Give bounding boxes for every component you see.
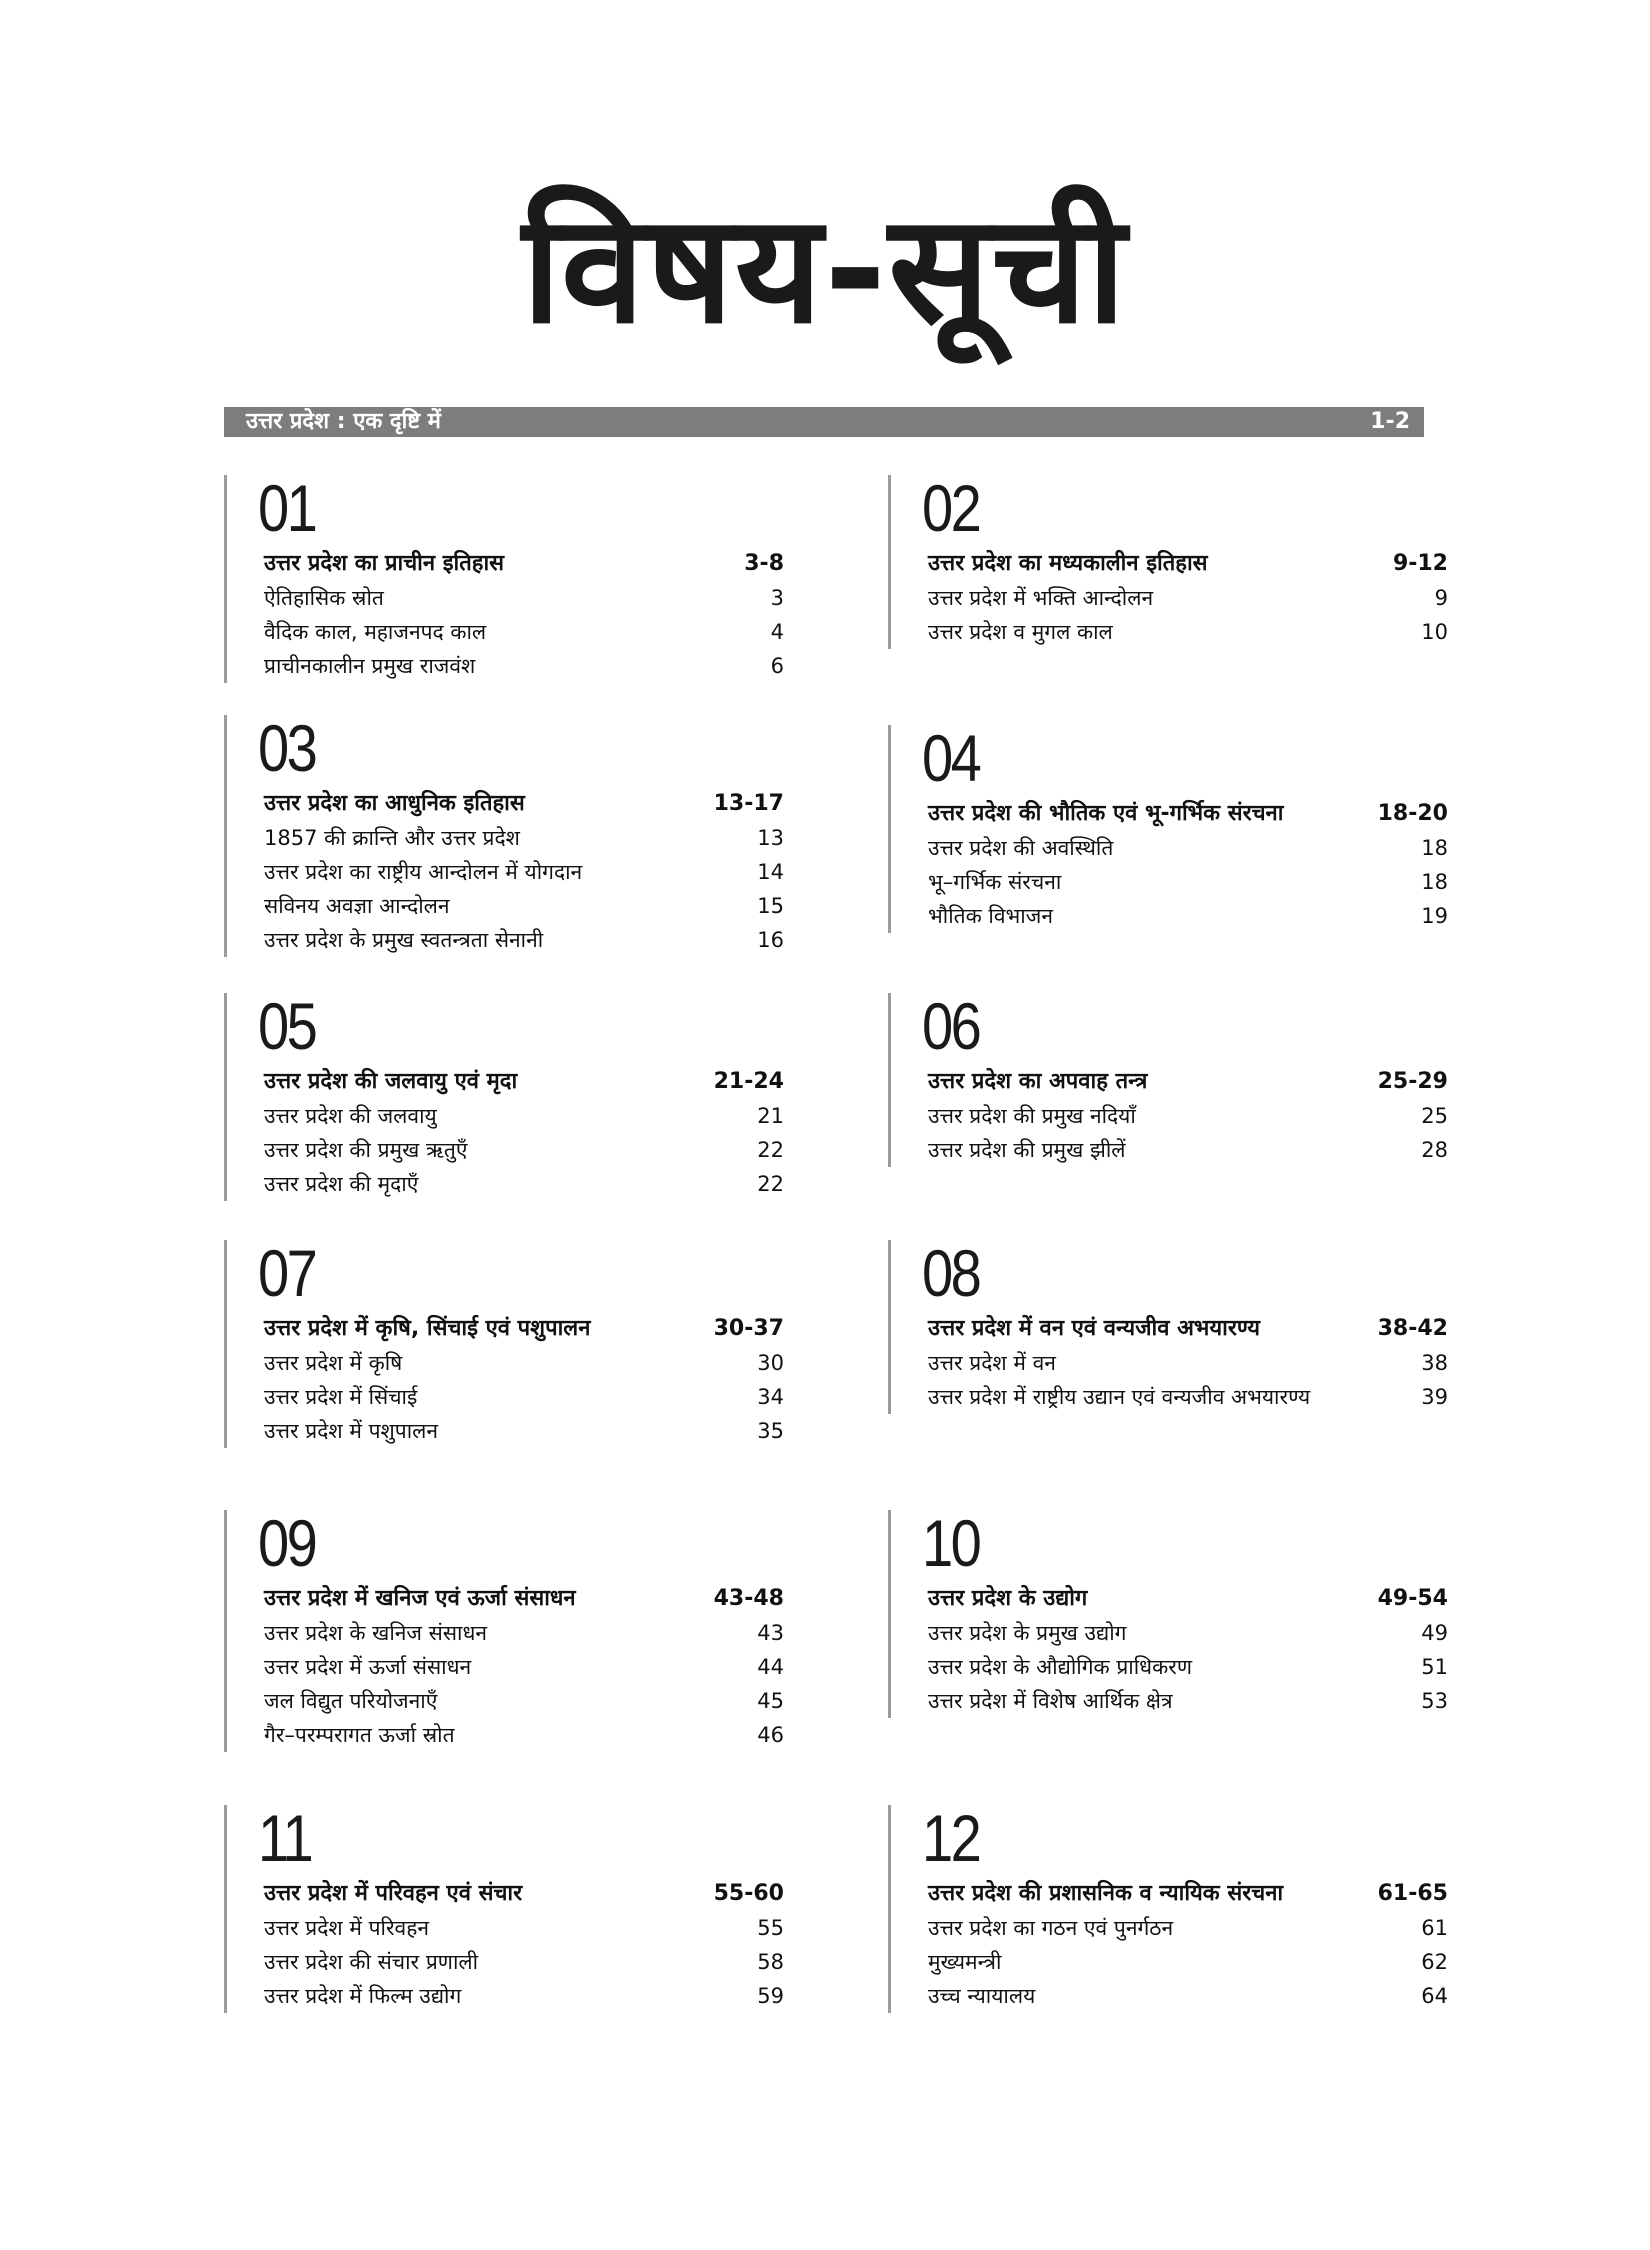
toc-entry[interactable] bbox=[928, 1945, 1448, 1979]
chapter-pages: 3-8 bbox=[744, 551, 784, 576]
toc-entry-page: 18 bbox=[1421, 870, 1448, 894]
toc-entry-title: भौतिक विभाजन bbox=[928, 904, 1053, 928]
toc-entry[interactable] bbox=[264, 1167, 784, 1201]
chapter-heading[interactable] bbox=[264, 1312, 784, 1346]
toc-entry-title: प्राचीनकालीन प्रमुख राजवंश bbox=[264, 654, 476, 678]
toc-entry[interactable] bbox=[264, 581, 784, 615]
toc-entry-title: उत्तर प्रदेश का गठन एवं पुनर्गठन bbox=[928, 1916, 1174, 1940]
chapter-title: उत्तर प्रदेश में परिवहन एवं संचार bbox=[264, 1881, 523, 1906]
toc-entry-page: 43 bbox=[757, 1621, 784, 1645]
toc-entry-page: 51 bbox=[1421, 1655, 1448, 1679]
chapter-number: 08 bbox=[922, 1236, 980, 1310]
toc-entry-page: 9 bbox=[1434, 586, 1448, 610]
chapter-title: उत्तर प्रदेश में कृषि, सिंचाई एवं पशुपालन bbox=[264, 1316, 591, 1341]
toc-entry[interactable] bbox=[264, 1099, 784, 1133]
toc-entry[interactable] bbox=[928, 615, 1448, 649]
toc-entry[interactable] bbox=[928, 581, 1448, 615]
toc-entry-title: उत्तर प्रदेश व मुगल काल bbox=[928, 620, 1113, 644]
toc-entry[interactable] bbox=[264, 1911, 784, 1945]
toc-entry-page: 53 bbox=[1421, 1689, 1448, 1713]
chapter-heading[interactable] bbox=[928, 1582, 1448, 1616]
chapter-number: 06 bbox=[922, 989, 980, 1063]
chapter-pages: 21-24 bbox=[713, 1069, 784, 1094]
toc-entry-title: उत्तर प्रदेश के प्रमुख उद्योग bbox=[928, 1621, 1127, 1645]
toc-entry[interactable] bbox=[264, 1380, 784, 1414]
chapter-pages: 61-65 bbox=[1377, 1881, 1448, 1906]
toc-entry-title: गैर–परम्परागत ऊर्जा स्रोत bbox=[264, 1723, 455, 1747]
chapter-pages: 9-12 bbox=[1392, 551, 1448, 576]
toc-entry-page: 4 bbox=[770, 620, 784, 644]
chapter-title: उत्तर प्रदेश का प्राचीन इतिहास bbox=[264, 551, 505, 576]
toc-entry-title: उत्तर प्रदेश में सिंचाई bbox=[264, 1385, 418, 1409]
toc-entry[interactable] bbox=[264, 1346, 784, 1380]
intro-pages: 1-2 bbox=[1370, 409, 1410, 434]
toc-entry-title: उत्तर प्रदेश के प्रमुख स्वतन्त्रता सेनानी bbox=[264, 928, 544, 952]
toc-entry-page: 28 bbox=[1421, 1138, 1448, 1162]
toc-entry-page: 62 bbox=[1421, 1950, 1448, 1974]
toc-entry[interactable] bbox=[928, 1133, 1448, 1167]
toc-entry[interactable] bbox=[264, 1650, 784, 1684]
chapter-block bbox=[224, 711, 784, 957]
chapter-heading[interactable] bbox=[928, 1065, 1448, 1099]
page-title: विषय-सूची bbox=[522, 183, 1128, 357]
chapter-number: 04 bbox=[922, 721, 980, 795]
toc-entry-page: 49 bbox=[1421, 1621, 1448, 1645]
toc-entry-page: 46 bbox=[757, 1723, 784, 1747]
chapter-heading[interactable] bbox=[264, 1065, 784, 1099]
toc-entry[interactable] bbox=[264, 615, 784, 649]
intro-bar[interactable] bbox=[224, 407, 1424, 437]
toc-entry[interactable] bbox=[928, 1346, 1448, 1380]
toc-entry-page: 61 bbox=[1421, 1916, 1448, 1940]
toc-entry-title: उत्तर प्रदेश में वन bbox=[928, 1351, 1056, 1375]
chapter-title: उत्तर प्रदेश में वन एवं वन्यजीव अभयारण्य bbox=[928, 1316, 1261, 1341]
toc-entry-title: भू–गर्भिक संरचना bbox=[928, 870, 1062, 894]
chapter-number: 07 bbox=[258, 1236, 316, 1310]
toc-entry-title: उत्तर प्रदेश की प्रमुख झीलें bbox=[928, 1138, 1126, 1162]
toc-entry-page: 35 bbox=[757, 1419, 784, 1443]
chapter-block bbox=[224, 1801, 784, 2013]
toc-entry[interactable] bbox=[264, 649, 784, 683]
chapter-heading[interactable] bbox=[264, 787, 784, 821]
toc-entry-title: उत्तर प्रदेश में कृषि bbox=[264, 1351, 403, 1375]
toc-entry[interactable] bbox=[264, 855, 784, 889]
toc-entry[interactable] bbox=[928, 1979, 1448, 2013]
chapter-heading[interactable] bbox=[928, 1312, 1448, 1346]
toc-entry-page: 22 bbox=[757, 1138, 784, 1162]
toc-entry[interactable] bbox=[928, 1099, 1448, 1133]
chapter-pages: 43-48 bbox=[713, 1586, 784, 1611]
toc-entry-page: 14 bbox=[757, 860, 784, 884]
toc-entry[interactable] bbox=[264, 1684, 784, 1718]
toc-entry-title: उत्तर प्रदेश के खनिज संसाधन bbox=[264, 1621, 488, 1645]
toc-entry[interactable] bbox=[264, 1945, 784, 1979]
chapter-pages: 18-20 bbox=[1377, 801, 1448, 826]
chapter-title: उत्तर प्रदेश की भौतिक एवं भू-गर्भिक संरचना bbox=[928, 801, 1284, 826]
toc-entry-title: वैदिक काल, महाजनपद काल bbox=[264, 620, 487, 644]
chapter-pages: 49-54 bbox=[1377, 1586, 1448, 1611]
chapter-block bbox=[888, 1801, 1448, 2013]
chapter-number: 12 bbox=[922, 1801, 980, 1875]
toc-entry-title: जल विद्युत परियोजनाएँ bbox=[264, 1689, 438, 1713]
chapter-block bbox=[888, 1506, 1448, 1718]
toc-entry-page: 13 bbox=[757, 826, 784, 850]
chapter-block bbox=[224, 471, 784, 683]
toc-entry-title: उत्तर प्रदेश की अवस्थिति bbox=[928, 836, 1114, 860]
chapter-number: 03 bbox=[258, 711, 316, 785]
toc-entry-title: उत्तर प्रदेश का राष्ट्रीय आन्दोलन में योगदान bbox=[264, 860, 583, 884]
toc-entry-page: 34 bbox=[757, 1385, 784, 1409]
chapter-pages: 25-29 bbox=[1377, 1069, 1448, 1094]
chapter-heading[interactable] bbox=[928, 547, 1448, 581]
toc-entry-title: उच्च न्यायालय bbox=[928, 1984, 1036, 2008]
toc-entry[interactable] bbox=[928, 1911, 1448, 1945]
toc-entry-page: 64 bbox=[1421, 1984, 1448, 2008]
toc-entry-page: 38 bbox=[1421, 1351, 1448, 1375]
toc-entry-title: ऐतिहासिक स्रोत bbox=[264, 586, 384, 610]
chapter-pages: 55-60 bbox=[713, 1881, 784, 1906]
chapter-pages: 38-42 bbox=[1377, 1316, 1448, 1341]
toc-entry-title: उत्तर प्रदेश में फिल्म उद्योग bbox=[264, 1984, 462, 2008]
toc-entry[interactable] bbox=[264, 1133, 784, 1167]
chapter-heading[interactable] bbox=[928, 1877, 1448, 1911]
toc-entry-page: 10 bbox=[1421, 620, 1448, 644]
toc-entry-title: मुख्यमन्त्री bbox=[928, 1950, 1002, 1974]
chapter-number: 11 bbox=[258, 1801, 312, 1875]
toc-entry-page: 44 bbox=[757, 1655, 784, 1679]
toc-entry-title: उत्तर प्रदेश के औद्योगिक प्राधिकरण bbox=[928, 1655, 1193, 1679]
toc-entry-title: उत्तर प्रदेश की प्रमुख ऋतुएँ bbox=[264, 1138, 468, 1162]
chapter-block bbox=[888, 1236, 1448, 1414]
toc-entry-title: उत्तर प्रदेश में ऊर्जा संसाधन bbox=[264, 1655, 472, 1679]
toc-entry-page: 22 bbox=[757, 1172, 784, 1196]
toc-entry-page: 30 bbox=[757, 1351, 784, 1375]
intro-label: उत्तर प्रदेश : एक दृष्टि में bbox=[246, 409, 441, 434]
chapter-block bbox=[888, 721, 1448, 933]
chapter-block bbox=[224, 1506, 784, 1752]
toc-entry-page: 3 bbox=[770, 586, 784, 610]
chapter-title: उत्तर प्रदेश की प्रशासनिक व न्यायिक संरचना bbox=[928, 1881, 1284, 1906]
toc-entry[interactable] bbox=[264, 1414, 784, 1448]
toc-entry-page: 59 bbox=[757, 1984, 784, 2008]
toc-entry-page: 16 bbox=[757, 928, 784, 952]
toc-entry-title: उत्तर प्रदेश की संचार प्रणाली bbox=[264, 1950, 479, 1974]
toc-entry[interactable] bbox=[928, 1380, 1448, 1414]
toc-entry[interactable] bbox=[264, 889, 784, 923]
toc-entry[interactable] bbox=[928, 865, 1448, 899]
toc-entry-title: उत्तर प्रदेश की मृदाएँ bbox=[264, 1172, 419, 1196]
toc-entry[interactable] bbox=[264, 1718, 784, 1752]
toc-entry-title: 1857 की क्रान्ति और उत्तर प्रदेश bbox=[264, 826, 520, 850]
chapter-title: उत्तर प्रदेश का मध्यकालीन इतिहास bbox=[928, 551, 1208, 576]
chapter-number: 01 bbox=[258, 471, 316, 545]
chapter-heading[interactable] bbox=[264, 1877, 784, 1911]
toc-entry[interactable] bbox=[928, 831, 1448, 865]
chapter-number: 02 bbox=[922, 471, 980, 545]
chapter-number: 05 bbox=[258, 989, 316, 1063]
chapter-block bbox=[888, 471, 1448, 649]
chapter-heading[interactable] bbox=[264, 547, 784, 581]
toc-entry[interactable] bbox=[264, 1616, 784, 1650]
toc-entry-page: 55 bbox=[757, 1916, 784, 1940]
chapter-title: उत्तर प्रदेश की जलवायु एवं मृदा bbox=[264, 1069, 518, 1094]
toc-entry-title: उत्तर प्रदेश में परिवहन bbox=[264, 1916, 430, 1940]
toc-entry-page: 6 bbox=[770, 654, 784, 678]
toc-entry-page: 25 bbox=[1421, 1104, 1448, 1128]
toc-entry-title: उत्तर प्रदेश में पशुपालन bbox=[264, 1419, 439, 1443]
toc-entry-page: 58 bbox=[757, 1950, 784, 1974]
chapter-title: उत्तर प्रदेश का आधुनिक इतिहास bbox=[264, 791, 525, 816]
toc-entry[interactable] bbox=[928, 1616, 1448, 1650]
toc-entry-page: 19 bbox=[1421, 904, 1448, 928]
chapter-title: उत्तर प्रदेश के उद्योग bbox=[928, 1586, 1088, 1611]
chapter-title: उत्तर प्रदेश में खनिज एवं ऊर्जा संसाधन bbox=[264, 1586, 576, 1611]
toc-entry[interactable] bbox=[264, 821, 784, 855]
toc-entry-title: उत्तर प्रदेश की जलवायु bbox=[264, 1104, 437, 1128]
toc-entry-page: 18 bbox=[1421, 836, 1448, 860]
toc-entry-title: सविनय अवज्ञा आन्दोलन bbox=[264, 894, 450, 918]
chapter-title: उत्तर प्रदेश का अपवाह तन्त्र bbox=[928, 1069, 1148, 1094]
toc-entry[interactable] bbox=[264, 1979, 784, 2013]
chapter-block bbox=[888, 989, 1448, 1167]
toc-entry[interactable] bbox=[928, 1650, 1448, 1684]
toc-entry-page: 39 bbox=[1421, 1385, 1448, 1409]
toc-entry-page: 45 bbox=[757, 1689, 784, 1713]
toc-entry[interactable] bbox=[928, 1684, 1448, 1718]
toc-entry-title: उत्तर प्रदेश में राष्ट्रीय उद्यान एवं वन्यजीव अभयारण्य bbox=[928, 1385, 1311, 1409]
chapter-number: 10 bbox=[922, 1506, 980, 1580]
chapter-pages: 13-17 bbox=[713, 791, 784, 816]
chapter-block bbox=[224, 989, 784, 1201]
chapter-heading[interactable] bbox=[928, 797, 1448, 831]
chapter-block bbox=[224, 1236, 784, 1448]
toc-entry-title: उत्तर प्रदेश की प्रमुख नदियाँ bbox=[928, 1104, 1136, 1128]
toc-entry-page: 15 bbox=[757, 894, 784, 918]
chapter-number: 09 bbox=[258, 1506, 316, 1580]
chapter-pages: 30-37 bbox=[713, 1316, 784, 1341]
toc-entry-page: 21 bbox=[757, 1104, 784, 1128]
toc-entry[interactable] bbox=[264, 923, 784, 957]
toc-entry-title: उत्तर प्रदेश में विशेष आर्थिक क्षेत्र bbox=[928, 1689, 1173, 1713]
chapter-heading[interactable] bbox=[264, 1582, 784, 1616]
toc-entry[interactable] bbox=[928, 899, 1448, 933]
toc-entry-title: उत्तर प्रदेश में भक्ति आन्दोलन bbox=[928, 586, 1154, 610]
